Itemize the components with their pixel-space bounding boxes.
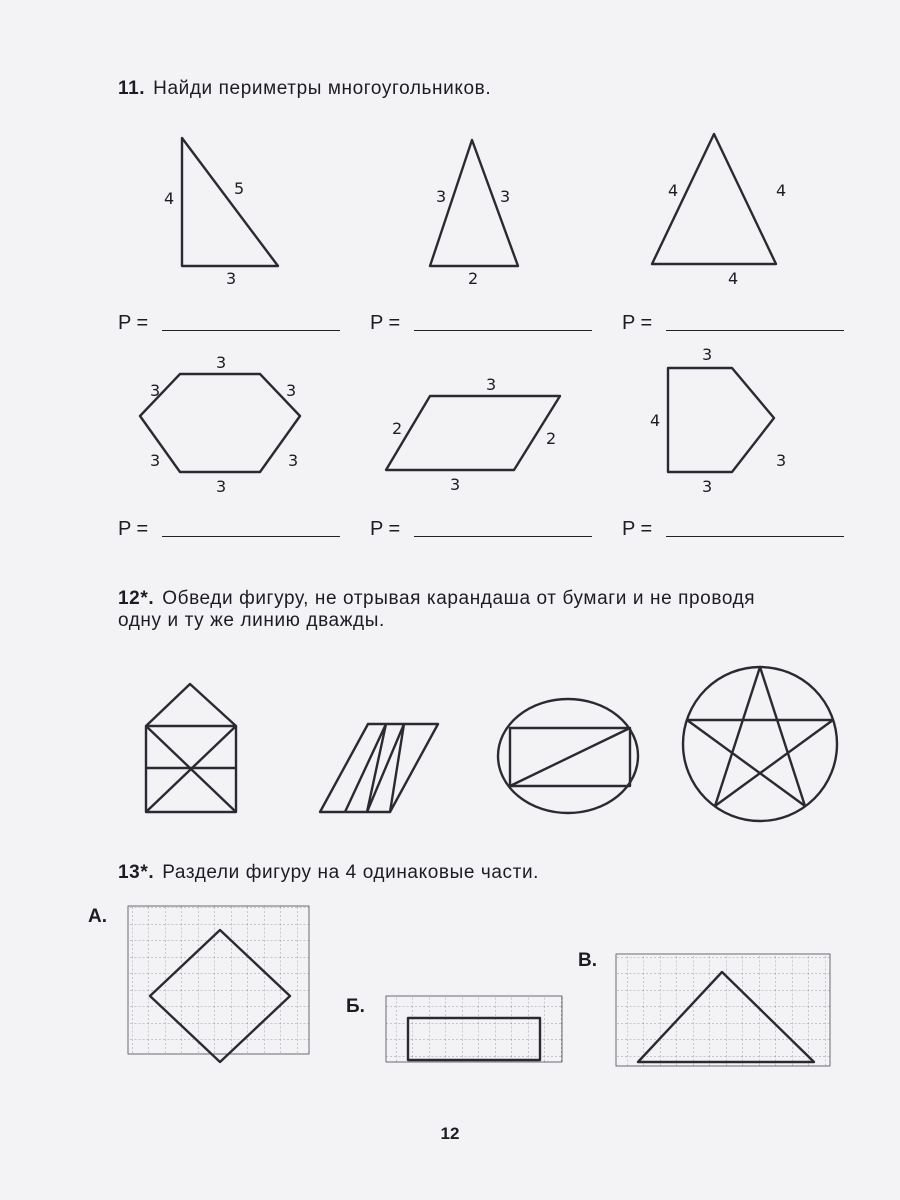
grid-a xyxy=(128,906,309,1054)
answer-label: P = xyxy=(622,312,653,334)
side-label: 3 xyxy=(450,475,461,494)
side-label: 4 xyxy=(164,189,175,208)
side-label: 3 xyxy=(216,353,227,372)
figure-label-v: В. xyxy=(578,950,597,971)
side-label: 3 xyxy=(702,477,713,496)
task-12-line-1: Обведи фигуру, не отрывая карандаша от бумаги и не проводя xyxy=(162,588,756,609)
hexagon-shape xyxy=(140,374,300,472)
side-label: 3 xyxy=(486,375,497,394)
side-label: 3 xyxy=(776,451,787,470)
task-13-text: Раздели фигуру на 4 одинаковые части. xyxy=(162,862,540,883)
side-label: 3 xyxy=(226,269,237,288)
task-13-number: 13*. xyxy=(118,862,155,883)
ellipse-rectangle-figure xyxy=(498,699,638,813)
slanted-figure xyxy=(320,724,438,812)
task-12-number: 12*. xyxy=(118,588,155,609)
figure-label-b: Б. xyxy=(346,996,365,1017)
right-triangle-shape xyxy=(182,138,278,266)
grid-v xyxy=(616,954,830,1066)
task-12-line-2: одну и ту же линию дважды. xyxy=(118,610,385,631)
side-label: 3 xyxy=(436,187,447,206)
side-label: 3 xyxy=(150,451,161,470)
answer-label: P = xyxy=(118,518,149,540)
side-label: 4 xyxy=(776,181,787,200)
side-label: 3 xyxy=(288,451,299,470)
page-number: 12 xyxy=(440,1124,460,1143)
circle-star-figure xyxy=(683,667,837,821)
side-label: 2 xyxy=(468,269,479,288)
side-label: 4 xyxy=(668,181,679,200)
house-figure xyxy=(146,684,236,812)
answer-label: P = xyxy=(370,312,401,334)
side-label: 3 xyxy=(500,187,511,206)
side-label: 3 xyxy=(702,345,713,364)
answer-label: P = xyxy=(622,518,653,540)
answer-label: P = xyxy=(370,518,401,540)
figure-label-a: А. xyxy=(88,906,107,927)
answer-label: P = xyxy=(118,312,149,334)
side-label: 4 xyxy=(728,269,739,288)
side-label: 2 xyxy=(392,419,403,438)
pentagon-shape xyxy=(668,368,774,472)
grid-b xyxy=(386,996,562,1062)
side-label: 2 xyxy=(546,429,557,448)
side-label: 3 xyxy=(150,381,161,400)
task-11-number: 11. xyxy=(118,78,146,99)
side-label: 3 xyxy=(216,477,227,496)
parallelogram-shape xyxy=(386,396,560,470)
side-label: 5 xyxy=(234,179,245,198)
side-label: 3 xyxy=(286,381,297,400)
task-11-text: Найди периметры многоугольников. xyxy=(153,78,492,99)
side-label: 4 xyxy=(650,411,661,430)
